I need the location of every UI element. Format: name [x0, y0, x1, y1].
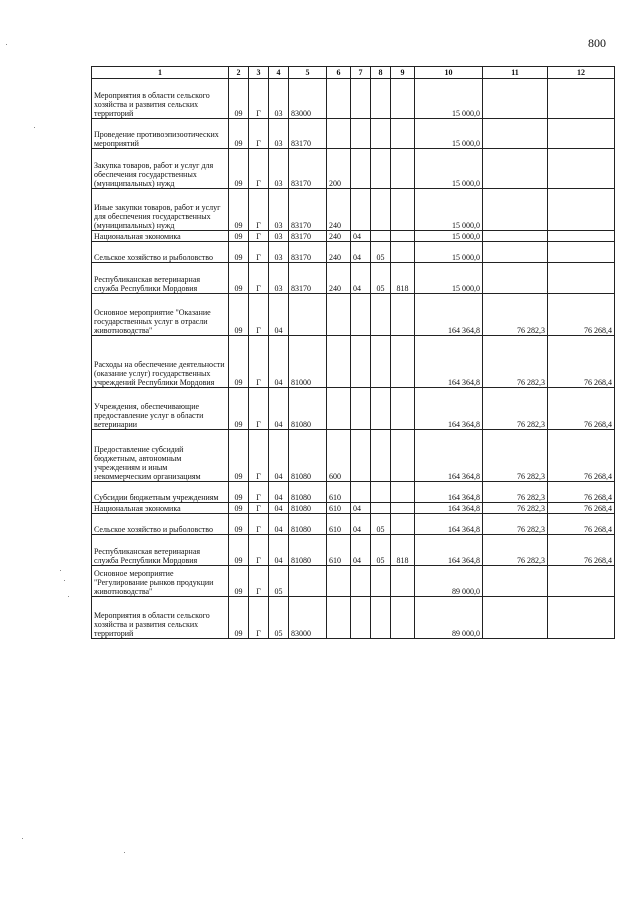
col-4-cell: 05 [269, 597, 289, 639]
col-10-cell: 164 364,8 [415, 336, 483, 388]
table-row [92, 597, 615, 639]
row-name-cell: Проведение противоэпизоотических мероприятий [92, 119, 229, 149]
col-3-cell: Г [249, 535, 269, 566]
col-5-cell: 81080 [289, 430, 327, 482]
scan-speck [68, 596, 69, 597]
col-9-cell [391, 503, 415, 514]
col-6-cell: 600 [327, 430, 351, 482]
col-10-cell: 15 000,0 [415, 231, 483, 242]
col-6-cell [327, 119, 351, 149]
scan-speck [60, 570, 61, 571]
col-3-cell: Г [249, 388, 269, 430]
row-name-cell: Предоставление субсидий бюджетным, автономным учреждениям и иным некоммерческим организациям [92, 430, 229, 482]
col-7-cell: 04 [351, 535, 371, 566]
col-9-cell [391, 149, 415, 189]
column-header: 12 [548, 67, 615, 79]
col-12-cell [548, 263, 615, 294]
table-row [92, 535, 615, 566]
col-11-cell: 76 282,3 [483, 430, 548, 482]
col-11-cell: 76 282,3 [483, 482, 548, 503]
budget-table [91, 66, 615, 639]
col-2-cell: 09 [229, 503, 249, 514]
row-name-cell: Мероприятия в области сельского хозяйства и развития сельских территорий [92, 597, 229, 639]
col-11-cell [483, 149, 548, 189]
col-12-cell [548, 79, 615, 119]
col-2-cell: 09 [229, 482, 249, 503]
col-2-cell: 09 [229, 189, 249, 231]
col-7-cell: 04 [351, 514, 371, 535]
col-2-cell: 09 [229, 242, 249, 263]
col-8-cell [371, 149, 391, 189]
col-9-cell [391, 566, 415, 597]
col-3-cell: Г [249, 566, 269, 597]
table-row [92, 514, 615, 535]
col-5-cell: 83000 [289, 597, 327, 639]
col-4-cell: 04 [269, 514, 289, 535]
col-2-cell: 09 [229, 566, 249, 597]
column-header: 5 [289, 67, 327, 79]
table-row [92, 430, 615, 482]
col-4-cell: 04 [269, 482, 289, 503]
table-row [92, 231, 615, 242]
col-5-cell: 83170 [289, 189, 327, 231]
table-row [92, 242, 615, 263]
col-11-cell [483, 119, 548, 149]
col-5-cell: 83000 [289, 79, 327, 119]
col-7-cell [351, 189, 371, 231]
table-row [92, 482, 615, 503]
col-11-cell [483, 263, 548, 294]
col-3-cell: Г [249, 242, 269, 263]
table-row [92, 336, 615, 388]
col-3-cell: Г [249, 149, 269, 189]
col-4-cell: 03 [269, 119, 289, 149]
scan-speck [34, 127, 35, 128]
col-12-cell: 76 268,4 [548, 503, 615, 514]
col-6-cell: 240 [327, 189, 351, 231]
col-4-cell: 03 [269, 149, 289, 189]
col-10-cell: 164 364,8 [415, 388, 483, 430]
col-9-cell [391, 79, 415, 119]
col-9-cell [391, 231, 415, 242]
col-8-cell: 05 [371, 263, 391, 294]
column-header: 11 [483, 67, 548, 79]
col-3-cell: Г [249, 231, 269, 242]
col-12-cell [548, 149, 615, 189]
col-5-cell: 83170 [289, 119, 327, 149]
col-4-cell: 03 [269, 242, 289, 263]
col-7-cell: 04 [351, 263, 371, 294]
col-5-cell: 81080 [289, 388, 327, 430]
col-7-cell: 04 [351, 503, 371, 514]
col-6-cell: 240 [327, 263, 351, 294]
col-11-cell [483, 566, 548, 597]
col-7-cell [351, 597, 371, 639]
col-8-cell: 05 [371, 242, 391, 263]
col-2-cell: 09 [229, 149, 249, 189]
col-7-cell [351, 336, 371, 388]
table-row [92, 119, 615, 149]
col-8-cell: 05 [371, 514, 391, 535]
column-header: 4 [269, 67, 289, 79]
col-11-cell [483, 231, 548, 242]
col-11-cell: 76 282,3 [483, 503, 548, 514]
row-name-cell: Сельское хозяйство и рыболовство [92, 514, 229, 535]
col-2-cell: 09 [229, 514, 249, 535]
col-2-cell: 09 [229, 294, 249, 336]
col-8-cell [371, 294, 391, 336]
col-12-cell: 76 268,4 [548, 430, 615, 482]
col-3-cell: Г [249, 263, 269, 294]
col-12-cell [548, 242, 615, 263]
scan-speck [6, 44, 7, 45]
col-10-cell: 15 000,0 [415, 79, 483, 119]
col-2-cell: 09 [229, 336, 249, 388]
col-9-cell [391, 189, 415, 231]
col-6-cell [327, 294, 351, 336]
table-row [92, 503, 615, 514]
col-8-cell [371, 231, 391, 242]
col-6-cell: 240 [327, 231, 351, 242]
col-6-cell [327, 597, 351, 639]
table-header-row [92, 67, 615, 79]
col-5-cell: 81080 [289, 503, 327, 514]
col-10-cell: 89 000,0 [415, 597, 483, 639]
col-11-cell [483, 189, 548, 231]
col-10-cell: 164 364,8 [415, 294, 483, 336]
row-name-cell: Сельское хозяйство и рыболовство [92, 242, 229, 263]
col-10-cell: 15 000,0 [415, 189, 483, 231]
col-8-cell [371, 119, 391, 149]
row-name-cell: Расходы на обеспечение деятельности (оказание услуг) государственных учреждений Республики Мордовия [92, 336, 229, 388]
col-6-cell: 610 [327, 503, 351, 514]
table-row [92, 388, 615, 430]
col-3-cell: Г [249, 514, 269, 535]
col-6-cell: 240 [327, 242, 351, 263]
col-6-cell [327, 336, 351, 388]
col-10-cell: 89 000,0 [415, 566, 483, 597]
col-11-cell: 76 282,3 [483, 336, 548, 388]
col-8-cell [371, 566, 391, 597]
col-2-cell: 09 [229, 388, 249, 430]
col-9-cell [391, 242, 415, 263]
col-9-cell [391, 294, 415, 336]
col-3-cell: Г [249, 189, 269, 231]
column-header: 7 [351, 67, 371, 79]
col-3-cell: Г [249, 597, 269, 639]
scan-speck [64, 580, 65, 581]
col-12-cell [548, 231, 615, 242]
col-9-cell: 818 [391, 263, 415, 294]
col-3-cell: Г [249, 336, 269, 388]
col-5-cell: 81080 [289, 535, 327, 566]
col-5-cell: 83170 [289, 231, 327, 242]
column-header: 6 [327, 67, 351, 79]
table-row [92, 189, 615, 231]
col-7-cell [351, 566, 371, 597]
col-12-cell [548, 566, 615, 597]
col-7-cell [351, 119, 371, 149]
col-11-cell [483, 597, 548, 639]
table-body [92, 79, 615, 639]
col-10-cell: 164 364,8 [415, 430, 483, 482]
col-12-cell [548, 119, 615, 149]
col-7-cell [351, 482, 371, 503]
row-name-cell: Мероприятия в области сельского хозяйства и развития сельских территорий [92, 79, 229, 119]
col-5-cell: 81000 [289, 336, 327, 388]
col-6-cell: 610 [327, 535, 351, 566]
scan-speck [124, 852, 125, 853]
col-11-cell [483, 242, 548, 263]
col-10-cell: 15 000,0 [415, 242, 483, 263]
col-9-cell [391, 119, 415, 149]
col-12-cell: 76 268,4 [548, 482, 615, 503]
col-12-cell: 76 268,4 [548, 336, 615, 388]
col-5-cell [289, 566, 327, 597]
row-name-cell: Субсидии бюджетным учреждениям [92, 482, 229, 503]
col-5-cell: 83170 [289, 242, 327, 263]
col-9-cell [391, 430, 415, 482]
col-11-cell: 76 282,3 [483, 535, 548, 566]
col-5-cell: 81080 [289, 514, 327, 535]
col-11-cell: 76 282,3 [483, 294, 548, 336]
col-5-cell: 83170 [289, 263, 327, 294]
col-9-cell [391, 482, 415, 503]
col-4-cell: 04 [269, 503, 289, 514]
row-name-cell: Национальная экономика [92, 503, 229, 514]
row-name-cell: Иные закупки товаров, работ и услуг для обеспечения государственных (муниципальных) нужд [92, 189, 229, 231]
col-7-cell: 04 [351, 231, 371, 242]
col-7-cell [351, 149, 371, 189]
col-9-cell [391, 514, 415, 535]
col-11-cell: 76 282,3 [483, 514, 548, 535]
col-8-cell [371, 503, 391, 514]
col-3-cell: Г [249, 430, 269, 482]
row-name-cell: Основное мероприятие "Регулирование рынков продукции животноводства" [92, 566, 229, 597]
col-7-cell [351, 294, 371, 336]
col-2-cell: 09 [229, 597, 249, 639]
col-4-cell: 04 [269, 388, 289, 430]
col-4-cell: 03 [269, 189, 289, 231]
row-name-cell: Закупка товаров, работ и услуг для обеспечения государственных (муниципальных) нужд [92, 149, 229, 189]
column-header: 9 [391, 67, 415, 79]
col-10-cell: 164 364,8 [415, 503, 483, 514]
col-3-cell: Г [249, 482, 269, 503]
col-8-cell [371, 430, 391, 482]
col-8-cell [371, 336, 391, 388]
col-6-cell: 610 [327, 514, 351, 535]
col-5-cell: 83170 [289, 149, 327, 189]
column-header: 2 [229, 67, 249, 79]
col-9-cell [391, 336, 415, 388]
col-8-cell [371, 79, 391, 119]
col-8-cell [371, 597, 391, 639]
table-row [92, 149, 615, 189]
col-4-cell: 04 [269, 336, 289, 388]
col-6-cell: 200 [327, 149, 351, 189]
col-10-cell: 164 364,8 [415, 514, 483, 535]
page-number: 800 [588, 36, 606, 50]
col-6-cell [327, 388, 351, 430]
col-4-cell: 03 [269, 79, 289, 119]
col-3-cell: Г [249, 503, 269, 514]
col-2-cell: 09 [229, 535, 249, 566]
col-9-cell [391, 388, 415, 430]
row-name-cell: Основное мероприятие "Оказание государственных услуг в отрасли животноводства" [92, 294, 229, 336]
col-3-cell: Г [249, 119, 269, 149]
col-10-cell: 164 364,8 [415, 535, 483, 566]
col-12-cell: 76 268,4 [548, 388, 615, 430]
col-7-cell: 04 [351, 242, 371, 263]
col-3-cell: Г [249, 79, 269, 119]
col-2-cell: 09 [229, 263, 249, 294]
col-11-cell [483, 79, 548, 119]
col-6-cell [327, 566, 351, 597]
col-10-cell: 164 364,8 [415, 482, 483, 503]
col-4-cell: 03 [269, 263, 289, 294]
col-4-cell: 05 [269, 566, 289, 597]
column-header: 1 [92, 67, 229, 79]
col-10-cell: 15 000,0 [415, 119, 483, 149]
col-5-cell: 81080 [289, 482, 327, 503]
col-8-cell [371, 482, 391, 503]
col-8-cell [371, 388, 391, 430]
col-4-cell: 03 [269, 231, 289, 242]
row-name-cell: Национальная экономика [92, 231, 229, 242]
column-header: 3 [249, 67, 269, 79]
col-4-cell: 04 [269, 430, 289, 482]
col-2-cell: 09 [229, 430, 249, 482]
col-2-cell: 09 [229, 119, 249, 149]
row-name-cell: Республиканская ветеринарная служба Республики Мордовия [92, 263, 229, 294]
col-9-cell [391, 597, 415, 639]
table-row [92, 79, 615, 119]
col-10-cell: 15 000,0 [415, 149, 483, 189]
column-header: 10 [415, 67, 483, 79]
col-12-cell: 76 268,4 [548, 294, 615, 336]
table-row [92, 566, 615, 597]
column-header: 8 [371, 67, 391, 79]
col-9-cell: 818 [391, 535, 415, 566]
col-7-cell [351, 388, 371, 430]
col-6-cell: 610 [327, 482, 351, 503]
col-7-cell [351, 430, 371, 482]
col-12-cell [548, 597, 615, 639]
table-row [92, 263, 615, 294]
col-8-cell: 05 [371, 535, 391, 566]
col-5-cell [289, 294, 327, 336]
table-row [92, 294, 615, 336]
row-name-cell: Республиканская ветеринарная служба Республики Мордовия [92, 535, 229, 566]
col-2-cell: 09 [229, 231, 249, 242]
col-2-cell: 09 [229, 79, 249, 119]
col-12-cell: 76 268,4 [548, 514, 615, 535]
col-7-cell [351, 79, 371, 119]
col-4-cell: 04 [269, 535, 289, 566]
col-12-cell: 76 268,4 [548, 535, 615, 566]
col-4-cell: 04 [269, 294, 289, 336]
col-10-cell: 15 000,0 [415, 263, 483, 294]
col-3-cell: Г [249, 294, 269, 336]
col-12-cell [548, 189, 615, 231]
scan-speck [22, 838, 23, 839]
col-6-cell [327, 79, 351, 119]
col-11-cell: 76 282,3 [483, 388, 548, 430]
row-name-cell: Учреждения, обеспечивающие предоставление услуг в области ветеринарии [92, 388, 229, 430]
col-8-cell [371, 189, 391, 231]
